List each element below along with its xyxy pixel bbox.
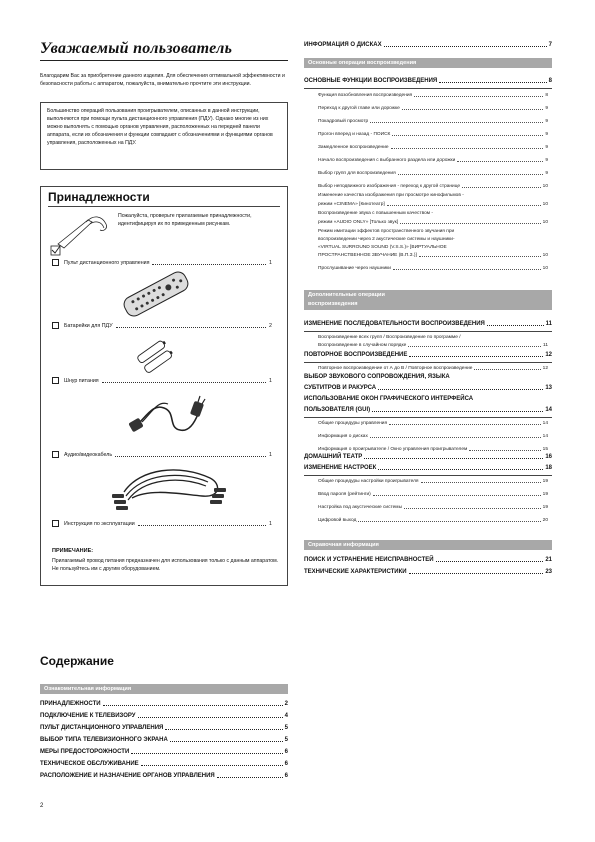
operation-note-box — [40, 102, 288, 170]
section-header-intro: Ознакомительная информация — [40, 684, 288, 694]
title-divider — [40, 60, 288, 61]
toc-subentry[interactable]: Переход к другой главе или дорожке 9 — [318, 106, 548, 111]
toc-entry-info-disks[interactable]: ИНФОРМАЦИЯ О ДИСКАХ 7 — [304, 42, 552, 48]
section-header-reference: Справочная информация — [304, 540, 552, 550]
toc-divider — [304, 362, 552, 363]
accessories-title: Принадлежности — [48, 190, 150, 204]
accessories-note-text: Прилагаемый провод питания предназначен для использования только с данным аппаратом. Не пользуйтесь им с другим оборудованием. — [52, 558, 279, 572]
toc-subentry-cinema[interactable]: режим «CINEMA» [Кинотеатр] 10 — [318, 202, 548, 207]
toc-entry[interactable]: ПУЛЬТ ДИСТАНЦИОННОГО УПРАВЛЕНИЯ 5 — [40, 725, 288, 731]
accessories-check-note: Пожалуйста, проверьте прилагаемые принадлежности, идентифицируя их по приведенным рисункам. — [118, 213, 252, 227]
toc-subentry[interactable]: Начало воспроизведения с выбранного раздела или дорожки 9 — [318, 158, 548, 163]
checkbox-icon — [52, 259, 59, 266]
toc-entry-home-theater[interactable]: ДОМАШНИЙ ТЕАТР 16 — [304, 454, 552, 460]
accessory-label: Аудио/видеокабель — [64, 452, 113, 458]
toc-entry[interactable]: ПОИСК И УСТРАНЕНИЕ НЕИСПРАВНОСТЕЙ 21 — [304, 557, 552, 563]
toc-entry[interactable]: ПРИНАДЛЕЖНОСТИ 2 — [40, 701, 288, 707]
accessory-label: Инструкция по эксплуатации — [64, 521, 135, 527]
toc-divider — [304, 88, 552, 89]
toc-subentry-order[interactable]: Воспроизведение в случайном порядке 11 — [318, 343, 548, 348]
toc-subentry[interactable]: Замедленное воспроизведение 9 — [318, 145, 548, 150]
toc-entry[interactable]: ТЕХНИЧЕСКИЕ ХАРАКТЕРИСТИКИ 23 — [304, 569, 552, 575]
checkbox-icon — [52, 322, 59, 329]
contents-title: Содержание — [40, 654, 114, 668]
toc-subentry[interactable]: Настройка под акустические системы 19 — [318, 505, 548, 510]
toc-entry-gui[interactable]: ПОЛЬЗОВАТЕЛЯ (GUI) 14 — [304, 407, 552, 413]
toc-divider — [304, 331, 552, 332]
toc-entry-repeat[interactable]: ПОВТОРНОЕ ВОСПРОИЗВЕДЕНИЕ 12 — [304, 352, 552, 358]
toc-subentry-order-line1: Воспроизведение всех групп / Воспроизведение по программе / — [318, 335, 461, 340]
accessory-av-cable — [52, 451, 272, 458]
toc-divider — [304, 417, 552, 418]
section-header-basic: Основные операции воспроизведения — [304, 58, 552, 68]
accessory-batteries — [52, 322, 272, 329]
accessory-count: 1 — [269, 260, 272, 266]
toc-entry[interactable]: МЕРЫ ПРЕДОСТОРОЖНОСТИ 6 — [40, 749, 288, 755]
toc-subentry[interactable]: Общие процедуры настройки проигрывателя 19 — [318, 479, 548, 484]
checkbox-icon — [52, 377, 59, 384]
operation-note-text: Большинство операций пользования проигрывателем, описанных в данной инструкции, выполняются при помощи пульта дистанционного управления (ПДУ). Однако многие из них можно выполнять с помощью органов управления, расположенных на передней панели аппарата, если их обозначения и функции совпадают с обозначениями и функциями органов управления, расположенных на ПДУ. — [47, 108, 273, 146]
accessory-remote — [52, 259, 272, 266]
pen-check-icon — [50, 210, 110, 260]
toc-subentry-audio-line1: Воспроизведение звука с повышенным качеством - — [318, 211, 433, 216]
toc-entry-choice-line1[interactable]: ВЫБОР ЗВУКОВОГО СОПРОВОЖДЕНИЯ, ЯЗЫКА — [304, 374, 450, 380]
toc-subentry-vss-line1: Режим имитации эффектов пространственного звучания при — [318, 229, 455, 234]
toc-subentry-headphones[interactable]: Прослушивание через наушники 10 — [318, 266, 548, 271]
toc-subentry[interactable]: Информация о проигрывателе / Окно управления проигрывателем 15 — [318, 447, 548, 452]
accessory-power-cord — [52, 377, 272, 384]
toc-subentry-repeat[interactable]: Повторное воспроизведение от А до В / Повторное воспроизведение 12 — [318, 366, 548, 371]
toc-entry-gui-line1[interactable]: ИСПОЛЬЗОВАНИЕ ОКОН ГРАФИЧЕСКОГО ИНТЕРФЕЙСА — [304, 396, 474, 402]
checkbox-icon — [52, 520, 59, 527]
toc-subentry[interactable]: Покадровый просмотр 9 — [318, 119, 548, 124]
page-number: 2 — [40, 803, 44, 809]
accessories-note-title: ПРИМЕЧАНИЕ: — [52, 548, 94, 554]
intro-text: Благодарим Вас за приобретение данного изделия. Для обеспечения оптимальной эффективности и безопасности работы с аппаратом, пожалуйста, внимательно прочтите эти инструкции. — [40, 73, 285, 87]
toc-divider — [304, 475, 552, 476]
toc-subentry[interactable]: Ввод пароля (рейтинги) 19 — [318, 492, 548, 497]
toc-subentry[interactable]: Выбор групп для воспроизведения 9 — [318, 171, 548, 176]
checkbox-icon — [52, 451, 59, 458]
toc-subentry-vss-line2: воспроизведении через 2 акустические системы и наушники- — [318, 237, 455, 242]
accessory-label: Шнур питания — [64, 378, 99, 384]
accessory-count: 2 — [269, 323, 272, 329]
toc-subentry-audio[interactable]: режим «AUDIO ONLY» [Только звук] 10 — [318, 220, 548, 225]
remote-control-icon — [116, 270, 196, 318]
toc-entry[interactable]: РАСПОЛОЖЕНИЕ И НАЗНАЧЕНИЕ ОРГАНОВ УПРАВЛЕНИЯ 6 — [40, 773, 288, 779]
section-header-additional: Дополнительные операции воспроизведения — [304, 290, 552, 310]
toc-subentry[interactable]: Цифровой выход 20 — [318, 518, 548, 523]
toc-entry[interactable]: ПОДКЛЮЧЕНИЕ К ТЕЛЕВИЗОРУ 4 — [40, 713, 288, 719]
toc-subentry[interactable]: Информация о дисках 14 — [318, 434, 548, 439]
accessory-manual — [52, 520, 272, 527]
accessory-count: 1 — [269, 521, 272, 527]
power-cord-icon — [128, 384, 208, 444]
accessories-divider — [48, 206, 280, 207]
toc-subentry[interactable]: Общие процедуры управления 14 — [318, 421, 548, 426]
toc-subentry-vss-line3: «VIRTUAL SURROUND SOUND (V.S.S.)» [ВИРТУАЛЬНОЕ — [318, 245, 447, 250]
accessory-count: 1 — [269, 378, 272, 384]
toc-subentry[interactable]: Выбор неподвижного изображения - переход к другой странице 10 — [318, 184, 548, 189]
accessory-label: Пульт дистанционного управления — [64, 260, 150, 266]
toc-entry-choice[interactable]: СУБТИТРОВ И РАКУРСА 13 — [304, 385, 552, 391]
av-cable-icon — [110, 458, 230, 510]
toc-subentry-cinema-line1: Изменение качества изображения при просмотре кинофильмов - — [318, 193, 464, 198]
toc-subentry[interactable]: Функция возобновления воспроизведения 8 — [318, 93, 548, 98]
toc-entry-settings[interactable]: ИЗМЕНЕНИЕ НАСТРОЕК 18 — [304, 465, 552, 471]
toc-entry[interactable]: ТЕХНИЧЕСКОЕ ОБСЛУЖИВАНИЕ 6 — [40, 761, 288, 767]
toc-entry-basic[interactable]: ОСНОВНЫЕ ФУНКЦИИ ВОСПРОИЗВЕДЕНИЯ 8 — [304, 78, 552, 84]
page-title: Уважаемый пользователь — [40, 40, 233, 57]
toc-entry[interactable]: ВЫБОР ТИПА ТЕЛЕВИЗИОННОГО ЭКРАНА 5 — [40, 737, 288, 743]
batteries-icon — [136, 340, 176, 374]
accessory-count: 1 — [269, 452, 272, 458]
accessory-label: Батарейки для ПДУ — [64, 323, 113, 329]
toc-entry-order[interactable]: ИЗМЕНЕНИЕ ПОСЛЕДОВАТЕЛЬНОСТИ ВОСПРОИЗВЕДЕНИЯ 11 — [304, 321, 552, 327]
toc-subentry-vss[interactable]: ПРОСТРАНСТВЕННОЕ ЗВУЧАНИЕ (В.П.З.)] 10 — [318, 253, 548, 258]
toc-subentry[interactable]: Прогон вперед и назад - ПОИСК 9 — [318, 132, 548, 137]
